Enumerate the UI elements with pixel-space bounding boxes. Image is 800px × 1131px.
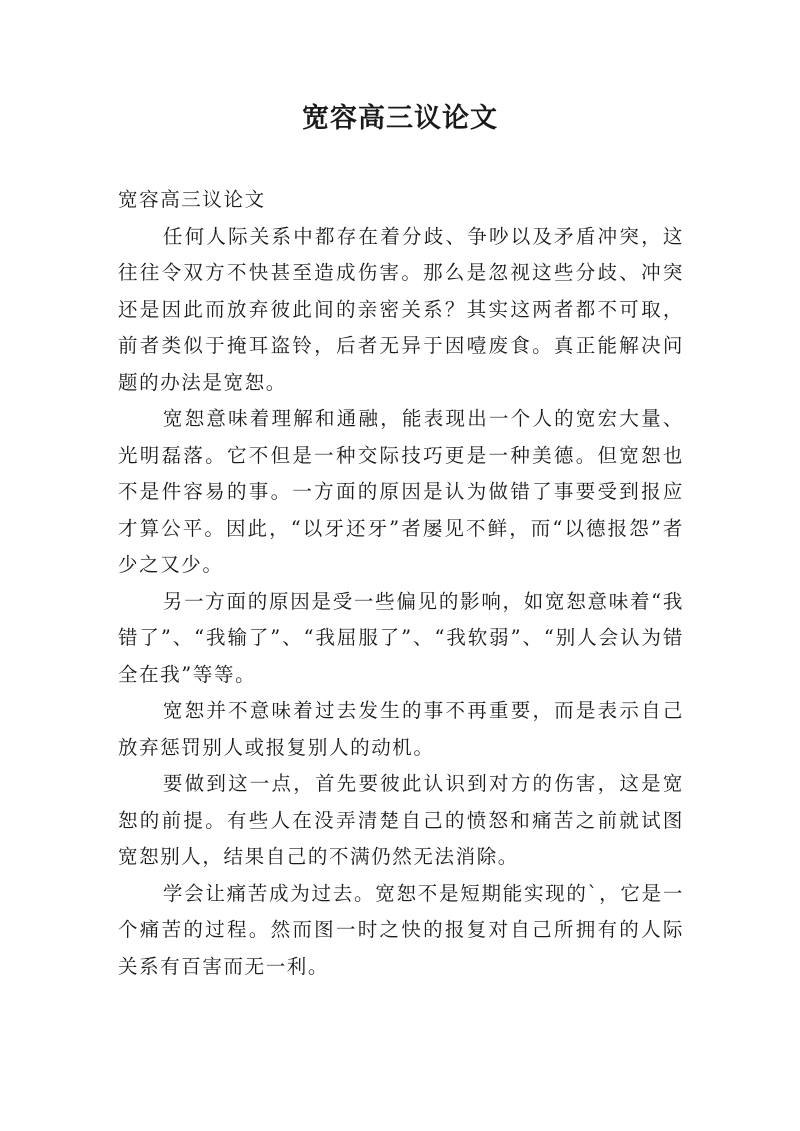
document-title: 宽容高三议论文 bbox=[302, 103, 498, 134]
paragraph-2: 宽恕意味着理解和通融，能表现出一个人的宽宏大量、光明磊落。它不但是一种交际技巧更是一种美德。但宽恕也不是件容易的事。一方面的原因是认为做错了事要受到报应才算公平。因此，“以牙还牙”者屡见不鲜，而“以德报怨”者少之又少。 bbox=[118, 407, 684, 576]
paragraph-3: 另一方面的原因是受一些偏见的影响，如宽恕意味着“我错了”、“我输了”、“我屈服了”、“我软弱”、“别人会认为错全在我”等等。 bbox=[118, 589, 684, 686]
document-body bbox=[118, 182, 684, 985]
document-subtitle: 宽容高三议论文 bbox=[118, 188, 266, 211]
paragraph-6: 学会让痛苦成为过去。宽恕不是短期能实现的`，它是一个痛苦的过程。然而图一时之快的报复对自己所拥有的人际关系有百害而无一利。 bbox=[118, 881, 684, 978]
paragraph-5: 要做到这一点，首先要彼此认识到对方的伤害，这是宽恕的前提。有些人在没弄清楚自己的愤怒和痛苦之前就试图宽恕别人，结果自己的不满仍然无法消除。 bbox=[118, 772, 684, 868]
paragraph-1: 任何人际关系中都存在着分歧、争吵以及矛盾冲突，这往往令双方不快甚至造成伤害。那么是忽视这些分歧、冲突还是因此而放弃彼此间的亲密关系？其实这两者都不可取，前者类似于掩耳盗铃，后者无异于因噎废食。真正能解决问题的办法是宽恕。 bbox=[118, 224, 684, 394]
paragraph-4: 宽恕并不意味着过去发生的事不再重要，而是表示自己放弃惩罚别人或报复别人的动机。 bbox=[118, 699, 684, 759]
